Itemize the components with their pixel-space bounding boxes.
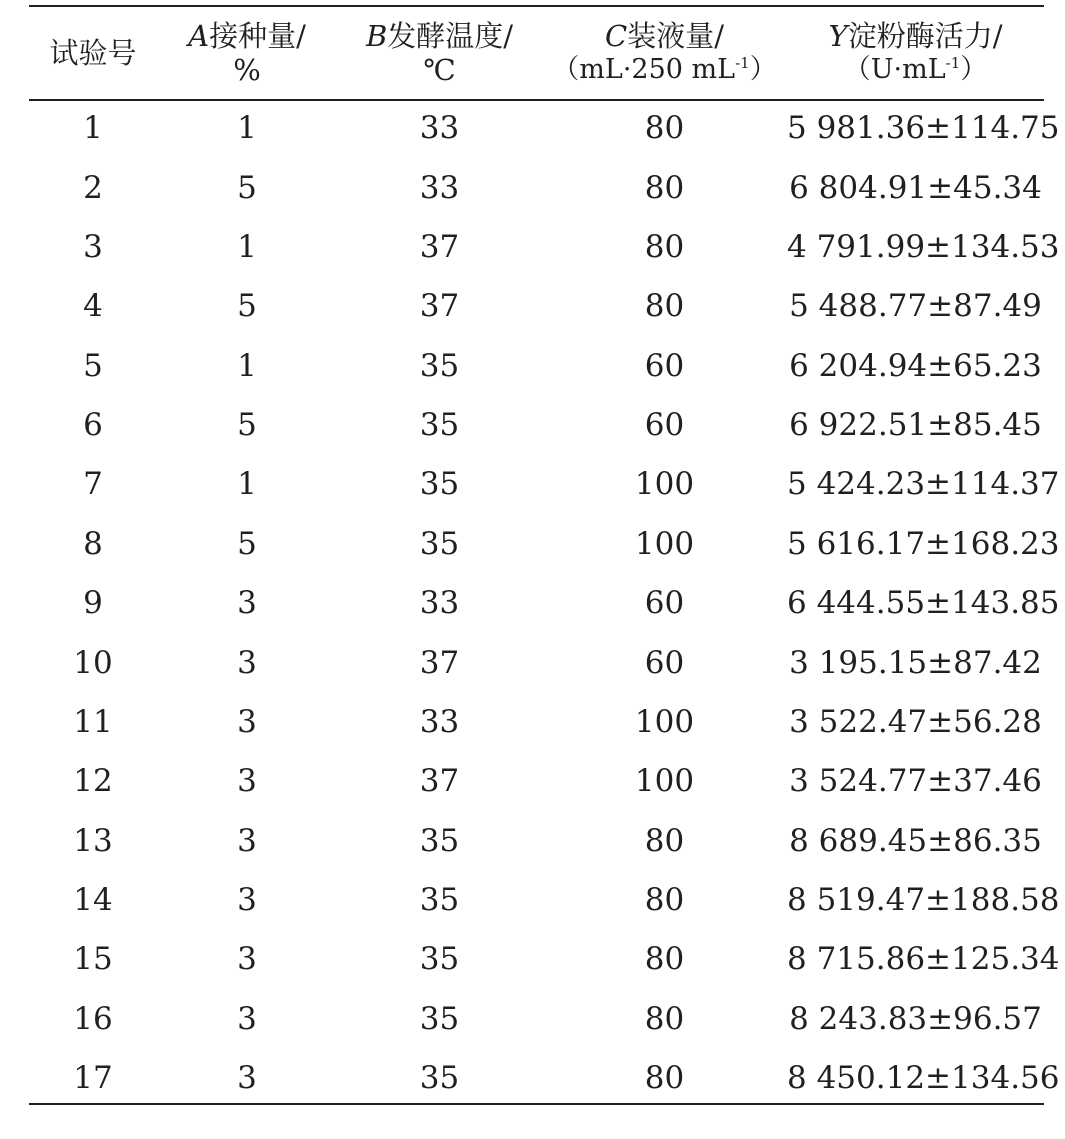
- temperature-cell: 35: [419, 1060, 460, 1097]
- header-amylase-activity-label: 淀粉酶活力/: [847, 19, 1003, 53]
- header-temperature-unit: ℃: [423, 53, 456, 87]
- table-row: [29, 277, 1044, 336]
- table-row: [29, 633, 1044, 692]
- trial-no-cell: 4: [83, 288, 103, 325]
- inoculum-cell: 3: [237, 644, 257, 681]
- header-temperature: [337, 7, 542, 99]
- header-inoculum-unit: %: [233, 53, 261, 87]
- amylase-activity-cell: 6 204.94±65.23: [789, 347, 1042, 384]
- amylase-activity-cell: 6 804.91±45.34: [789, 169, 1042, 206]
- amylase-activity-cell: 8 715.86±125.34: [787, 941, 1060, 978]
- trial-no-cell: 14: [73, 882, 113, 919]
- liquid-volume-cell: 60: [644, 407, 685, 444]
- table-row: [29, 930, 1044, 989]
- amylase-activity-cell: 8 519.47±188.58: [787, 882, 1060, 919]
- temperature-cell: 33: [419, 703, 460, 740]
- temperature-cell: 37: [419, 644, 460, 681]
- temperature-cell: 35: [419, 941, 460, 978]
- table-body: [29, 99, 1060, 1108]
- trial-no-cell: 3: [83, 228, 103, 265]
- inoculum-cell: 5: [237, 525, 257, 562]
- inoculum-cell: 1: [237, 466, 257, 503]
- table-row: [29, 752, 1044, 811]
- trial-no-cell: 16: [73, 1000, 113, 1037]
- header-liquid-volume-var: C: [605, 19, 628, 53]
- trial-no-cell: 11: [73, 703, 113, 740]
- inoculum-cell: 1: [237, 228, 257, 265]
- liquid-volume-cell: 60: [644, 585, 685, 622]
- header-temperature-label: 发酵温度/: [387, 19, 514, 53]
- inoculum-cell: 3: [237, 822, 257, 859]
- header-amylase-activity-var: Y: [828, 19, 848, 53]
- temperature-cell: 35: [419, 407, 460, 444]
- liquid-volume-cell: 100: [634, 466, 695, 503]
- temperature-cell: 35: [419, 347, 460, 384]
- inoculum-cell: 3: [237, 703, 257, 740]
- temperature-cell: 33: [419, 169, 460, 206]
- liquid-volume-cell: 80: [644, 1000, 685, 1037]
- header-amylase-activity: [787, 7, 1044, 99]
- liquid-volume-cell: 100: [634, 763, 695, 800]
- amylase-activity-cell: 5 488.77±87.49: [789, 288, 1042, 325]
- amylase-activity-cell: 3 524.77±37.46: [789, 763, 1042, 800]
- amylase-activity-cell: 8 450.12±134.56: [787, 1060, 1060, 1097]
- liquid-volume-cell: 80: [644, 228, 685, 265]
- temperature-cell: 33: [419, 585, 460, 622]
- header-inoculum: [157, 7, 337, 99]
- liquid-volume-cell: 80: [644, 941, 685, 978]
- temperature-cell: 37: [419, 763, 460, 800]
- table-row: [29, 337, 1044, 396]
- temperature-cell: 35: [419, 882, 460, 919]
- inoculum-cell: 5: [237, 288, 257, 325]
- table-row: [29, 574, 1044, 633]
- trial-no-cell: 17: [73, 1060, 113, 1097]
- inoculum-cell: 5: [237, 169, 257, 206]
- header-amylase-activity-unit: $(U\cdot mL^{-1})$: [843, 54, 988, 85]
- experiment-table: [29, 7, 1060, 1108]
- amylase-activity-cell: 5 616.17±168.23: [787, 525, 1060, 562]
- header-liquid-volume: [542, 7, 787, 99]
- inoculum-cell: 1: [237, 110, 257, 147]
- inoculum-cell: 3: [237, 941, 257, 978]
- table-row: [29, 871, 1044, 930]
- header-trial-no-label: 试验号: [49, 36, 137, 70]
- trial-no-cell: 10: [73, 644, 113, 681]
- inoculum-cell: 3: [237, 585, 257, 622]
- table-row: [29, 99, 1044, 158]
- liquid-volume-cell: 80: [644, 882, 685, 919]
- table-row: [29, 693, 1044, 752]
- table-row: [29, 396, 1044, 455]
- header-inoculum-label: 接种量/: [209, 19, 306, 53]
- inoculum-cell: 3: [237, 763, 257, 800]
- inoculum-cell: 3: [237, 882, 257, 919]
- table-row: [29, 515, 1044, 574]
- liquid-volume-cell: 60: [644, 347, 685, 384]
- temperature-cell: 35: [419, 466, 460, 503]
- amylase-activity-cell: 3 522.47±56.28: [789, 703, 1042, 740]
- liquid-volume-cell: 80: [644, 169, 685, 206]
- table-row: [29, 990, 1044, 1049]
- header-liquid-volume-label: 装液量/: [627, 19, 724, 53]
- temperature-cell: 35: [419, 1000, 460, 1037]
- liquid-volume-cell: 80: [644, 822, 685, 859]
- inoculum-cell: 3: [237, 1000, 257, 1037]
- table-header: [29, 7, 1044, 99]
- trial-no-cell: 8: [83, 525, 103, 562]
- table-row: [29, 1049, 1044, 1108]
- amylase-activity-cell: 8 689.45±86.35: [789, 822, 1042, 859]
- table-row: [29, 812, 1044, 871]
- temperature-cell: 35: [419, 822, 460, 859]
- header-inoculum-var: A: [188, 19, 210, 53]
- inoculum-cell: 1: [237, 347, 257, 384]
- liquid-volume-cell: 100: [634, 525, 695, 562]
- trial-no-cell: 7: [83, 466, 103, 503]
- temperature-cell: 35: [419, 525, 460, 562]
- header-row: [29, 7, 1044, 99]
- header-temperature-var: B: [365, 19, 388, 53]
- trial-no-cell: 1: [83, 110, 103, 147]
- temperature-cell: 33: [419, 110, 460, 147]
- inoculum-cell: 5: [237, 407, 257, 444]
- liquid-volume-cell: 100: [634, 703, 695, 740]
- trial-no-cell: 5: [83, 347, 103, 384]
- amylase-activity-cell: 6 444.55±143.85: [787, 585, 1060, 622]
- table-row: [29, 218, 1044, 277]
- liquid-volume-cell: 80: [644, 288, 685, 325]
- amylase-activity-cell: 5 981.36±114.75: [787, 110, 1060, 147]
- liquid-volume-cell: 60: [644, 644, 685, 681]
- amylase-activity-cell: 4 791.99±134.53: [787, 228, 1060, 265]
- trial-no-cell: 12: [73, 763, 113, 800]
- amylase-activity-cell: 8 243.83±96.57: [789, 1000, 1042, 1037]
- liquid-volume-cell: 80: [644, 1060, 685, 1097]
- amylase-activity-cell: 6 922.51±85.45: [789, 407, 1042, 444]
- table-row: [29, 455, 1044, 514]
- temperature-cell: 37: [419, 288, 460, 325]
- trial-no-cell: 6: [83, 407, 103, 444]
- table-row: [29, 158, 1044, 217]
- inoculum-cell: 3: [237, 1060, 257, 1097]
- temperature-cell: 37: [419, 228, 460, 265]
- trial-no-cell: 2: [83, 169, 103, 206]
- amylase-activity-cell: 3 195.15±87.42: [789, 644, 1042, 681]
- amylase-activity-cell: 5 424.23±114.37: [787, 466, 1060, 503]
- header-trial-no: [29, 7, 157, 99]
- header-liquid-volume-unit: （mL·250 $mL^{-1}$）: [552, 54, 777, 85]
- trial-no-cell: 15: [73, 941, 113, 978]
- trial-no-cell: 9: [83, 585, 103, 622]
- trial-no-cell: 13: [73, 822, 113, 859]
- liquid-volume-cell: 80: [644, 110, 685, 147]
